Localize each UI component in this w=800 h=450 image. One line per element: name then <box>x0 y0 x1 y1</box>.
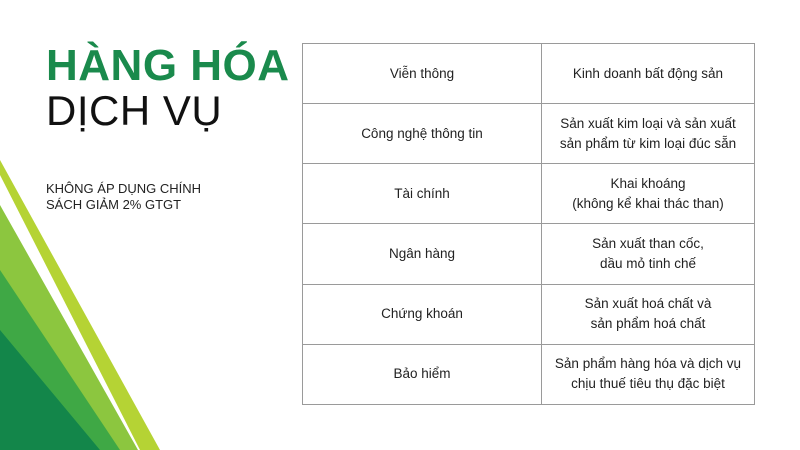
table-cell-industry <box>542 284 755 344</box>
cell-text-line: Sản xuất hoá chất và <box>584 296 712 312</box>
table-cell-sector <box>303 344 542 404</box>
table-row <box>303 344 755 404</box>
cell-text-line: Viễn thông <box>389 65 455 81</box>
table-cell-sector <box>303 104 542 164</box>
table-row <box>303 104 755 164</box>
subtitle <box>46 181 276 213</box>
sectors-table-body <box>303 44 755 405</box>
cell-text-line: Khai khoáng <box>610 175 686 191</box>
table-row <box>303 164 755 224</box>
table-cell-industry <box>542 224 755 284</box>
cell-text-line: (không kể khai thác than) <box>572 195 724 211</box>
sectors-table <box>302 43 755 405</box>
subtitle-line-1: KHÔNG ÁP DỤNG CHÍNH <box>46 181 202 196</box>
cell-text-line: Ngân hàng <box>388 246 456 262</box>
cell-text-line: Kinh doanh bất động sản <box>572 65 724 81</box>
table-cell-industry <box>542 164 755 224</box>
table-cell-industry <box>542 344 755 404</box>
table-cell-sector <box>303 164 542 224</box>
cell-text-line: Sản xuất than cốc, <box>592 236 704 252</box>
cell-text-line: Công nghệ thông tin <box>361 125 483 141</box>
title-line-2: DỊCH VỤ <box>46 87 223 134</box>
cell-text-line: Tài chính <box>394 185 450 201</box>
title-line-1: HÀNG HÓA <box>46 41 290 90</box>
table-row <box>303 44 755 104</box>
cell-text-line: chịu thuế tiêu thụ đặc biệt <box>571 376 725 392</box>
subtitle-line-2: SÁCH GIẢM 2% GTGT <box>46 197 182 212</box>
cell-text-line: dầu mỏ tinh chế <box>599 256 697 272</box>
table-cell-sector <box>303 284 542 344</box>
cell-text-line: Sản phẩm hàng hóa và dịch vụ <box>554 356 742 372</box>
table-cell-sector <box>303 44 542 104</box>
table-cell-industry <box>542 44 755 104</box>
cell-text-line: Chứng khoán <box>381 306 463 322</box>
cell-text-line: Bảo hiểm <box>393 366 451 382</box>
cell-text-line: sản phẩm từ kim loại đúc sẵn <box>559 135 737 151</box>
cell-text-line: sản phẩm hoá chất <box>590 316 706 332</box>
table-cell-sector <box>303 224 542 284</box>
cell-text-line: Sản xuất kim loại và sản xuất <box>560 115 736 131</box>
table-row <box>303 224 755 284</box>
table-row <box>303 284 755 344</box>
table-cell-industry <box>542 104 755 164</box>
